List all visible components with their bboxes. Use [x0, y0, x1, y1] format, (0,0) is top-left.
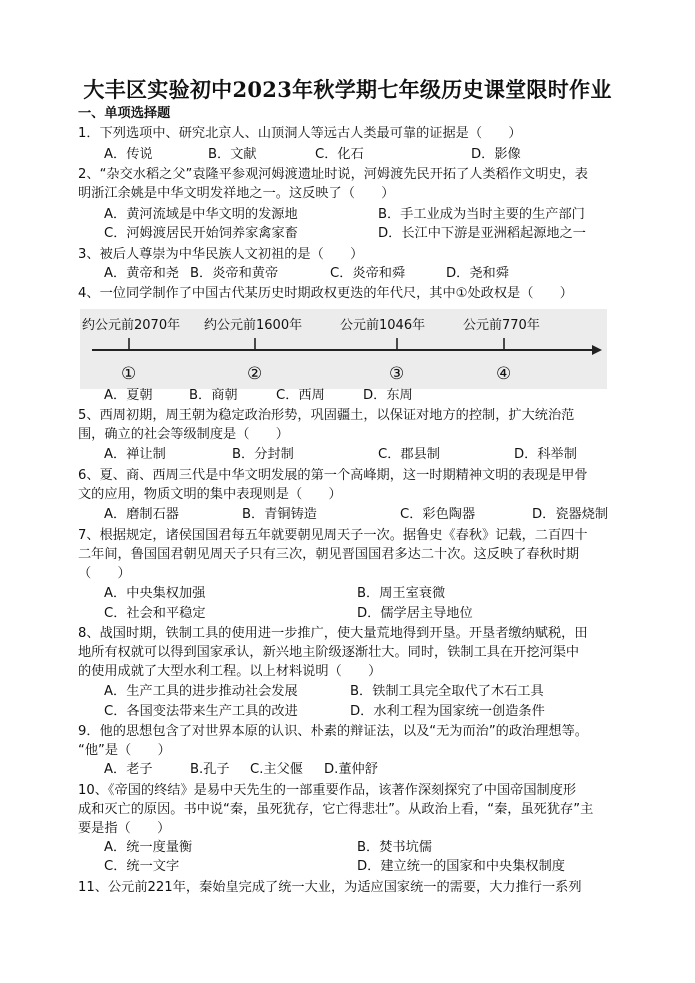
q5-option-d: D．科举制 — [514, 447, 577, 462]
q6-option-c: C．彩色陶器 — [400, 507, 476, 522]
q1-option-a: A．传说 — [104, 147, 153, 162]
q7-option-c: C．社会和平稳定 — [104, 606, 206, 621]
q2-option-d: D．长江中下游是亚洲稻起源地之一 — [378, 226, 586, 241]
q10-option-b: B．焚书坑儒 — [357, 840, 432, 855]
question-1-stem: 1．下列选项中、研究北京人、山顶洞人等远古人类最可靠的证据是（ ） — [78, 126, 522, 141]
q4-option-b: B．商朝 — [189, 388, 238, 403]
q1-option-d: D．影像 — [471, 147, 521, 162]
q10-option-c: C．统一文字 — [104, 859, 180, 874]
timeline-label-1: 约公元前2070年 — [82, 318, 181, 333]
timeline-label-2: 约公元前1600年 — [204, 318, 303, 333]
timeline-label-4: 公元前770年 — [463, 318, 540, 333]
q8-option-a: A．生产工具的进步推动社会发展 — [104, 684, 298, 699]
q5-option-a: A．禅让制 — [104, 447, 166, 462]
question-3-stem: 3、被后人尊崇为中华民族人文初祖的是（ ） — [78, 247, 364, 262]
q7-option-b: B．周王室衰微 — [357, 586, 446, 601]
question-2-line-1: 2、“杂交水稻之父”袁隆平参观河姆渡遗址时说，河姆渡先民开拓了人类稻作文明史，表 — [78, 167, 588, 182]
q9-option-a: A．老子 — [104, 762, 153, 777]
question-10-line-3: 要是指（ ） — [78, 821, 171, 836]
question-7-line-1: 7、根据规定，诸侯国国君每五年就要朝见周天子一次。据鲁史《春秋》记载，二百四十 — [78, 528, 588, 543]
question-10-line-1: 10、《帝国的终结》是易中天先生的一部重要作品，该著作深刻探究了中国帝国制度形 — [78, 783, 577, 798]
page-title: 大丰区实验初中2023年秋学期七年级历史课堂限时作业 — [83, 77, 612, 102]
q4-option-d: D．东周 — [363, 388, 413, 403]
q2-option-b: B．手工业成为当时主要的生产部门 — [378, 207, 585, 222]
chronology-timeline — [80, 309, 607, 389]
question-2-line-2: 明浙江余姚是中华文明发祥地之一。这反映了（ ） — [78, 186, 395, 201]
question-4-stem: 4、一位同学制作了中国古代某历史时期政权更迭的年代尺，其中①处政权是（ ） — [78, 286, 573, 301]
q3-option-d: D．尧和舜 — [446, 266, 509, 281]
q9-option-b: B.孔子 — [190, 762, 230, 777]
q1-option-c: C．化石 — [315, 147, 364, 162]
q3-option-c: C．炎帝和舜 — [330, 266, 406, 281]
timeline-marker-2: ② — [247, 364, 263, 384]
q4-option-a: A．夏朝 — [104, 388, 153, 403]
q5-option-b: B．分封制 — [232, 447, 294, 462]
timeline-marker-1: ① — [121, 364, 137, 384]
q10-option-a: A．统一度量衡 — [104, 840, 193, 855]
q7-option-d: D．儒学居主导地位 — [357, 606, 473, 621]
q3-option-b: B．炎帝和黄帝 — [190, 266, 279, 281]
q7-option-a: A．中央集权加强 — [104, 586, 206, 601]
timeline-marker-4: ④ — [496, 364, 512, 384]
question-6-line-2: 文的应用，物质文明的集中表现则是（ ） — [78, 487, 342, 502]
question-8-line-3: 的使用成就了大型水利工程。以上材料说明（ ） — [78, 664, 382, 679]
question-11-line-1: 11、公元前221年，秦始皇完成了统一大业，为适应国家统一的需要，大力推行一系列 — [78, 880, 582, 895]
question-6-line-1: 6、夏、商、西周三代是中华文明发展的第一个高峰期，这一时期精神文明的表现是甲骨 — [78, 468, 588, 483]
question-10-line-2: 成和灭亡的原因。书中说“秦，虽死犹存，它亡得悲壮”。从政治上看，“秦，虽死犹存”主 — [78, 802, 594, 817]
q2-option-a: A．黄河流域是中华文明的发源地 — [104, 207, 298, 222]
question-9-line-2: “他”是（ ） — [78, 743, 171, 758]
timeline-marker-3: ③ — [389, 364, 405, 384]
q9-option-d: D.董仲舒 — [324, 762, 378, 777]
q6-option-d: D．瓷器烧制 — [532, 507, 609, 522]
question-8-line-2: 地所有权就可以得到国家承认，新兴地主阶级逐渐壮大。同时，铁制工具在开挖河渠中 — [78, 645, 580, 660]
question-5-line-1: 5、西周初期，周王朝为稳定政治形势，巩固疆土，以保证对地方的控制，扩大统治范 — [78, 408, 575, 423]
question-8-line-1: 8、战国时期，铁制工具的使用进一步推广，使大量荒地得到开垦。开垦者缴纳赋税，田 — [78, 626, 588, 641]
timeline-label-3: 公元前1046年 — [340, 318, 426, 333]
q8-option-b: B．铁制工具完全取代了木石工具 — [350, 684, 544, 699]
section-heading: 一、单项选择题 — [78, 106, 171, 121]
q6-option-b: B．青铜铸造 — [242, 507, 317, 522]
question-5-line-2: 围，确立的社会等级制度是（ ） — [78, 427, 289, 442]
question-9-line-1: 9．他的思想包含了对世界本原的认识、朴素的辩证法，以及“无为而治”的政治理想等。 — [78, 724, 588, 739]
q6-option-a: A．磨制石器 — [104, 507, 179, 522]
q8-option-c: C．各国变法带来生产工具的改进 — [104, 704, 298, 719]
q10-option-d: D．建立统一的国家和中央集权制度 — [357, 859, 565, 874]
q3-option-a: A．黄帝和尧 — [104, 266, 179, 281]
question-7-line-2: 二年间，鲁国国君朝见周天子只有三次，朝见晋国国君多达二十次。这反映了春秋时期 — [78, 547, 580, 562]
question-7-line-3: （ ） — [78, 566, 131, 581]
q4-option-c: C．西周 — [276, 388, 325, 403]
q8-option-d: D．水利工程为国家统一创造条件 — [350, 704, 545, 719]
q1-option-b: B．文献 — [208, 147, 257, 162]
q5-option-c: C．郡县制 — [378, 447, 440, 462]
q2-option-c: C．河姆渡居民开始饲养家禽家畜 — [104, 226, 298, 241]
q9-option-c: C.主父偃 — [250, 762, 303, 777]
